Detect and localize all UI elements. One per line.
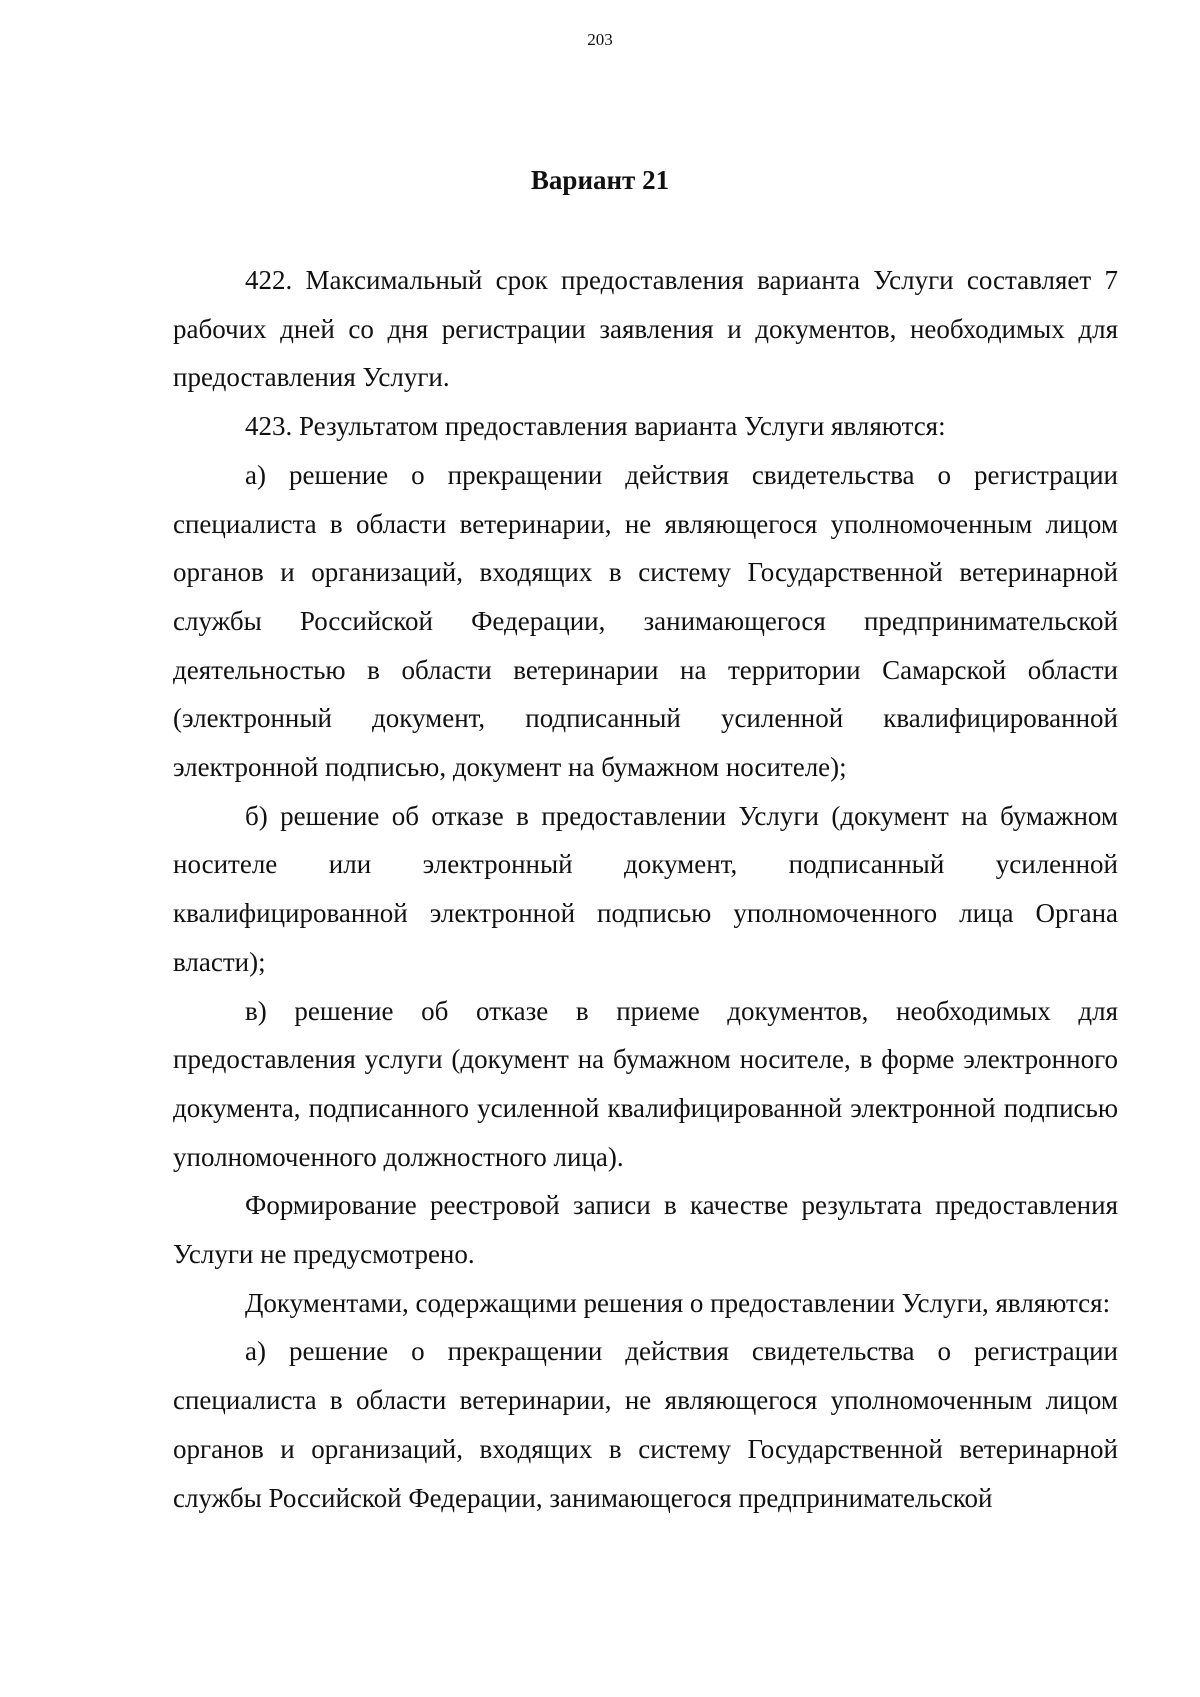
paragraph-423: 423. Результатом предоставления варианта Услуги являются: [245, 411, 946, 442]
list-item-a: а) решение о прекращении действия свидетельства о регистрации специалиста в области ветеринарии, не являющегося уполномоченным лицом органов и организаций, входящих в систему Государственной ветеринарной службы Российской Федерации, занимающегося предпринимательской деятельностью в области ветеринарии на территории Самарской области (электронный документ, подписанный усиленной квалифицированной электронной подписью, документ на бумажном носителе); [173, 459, 1118, 783]
paragraph-registry-record: Формирование реестровой записи в качестве результата предоставления Услуги не предусмотрено. [173, 1190, 1118, 1270]
list-item-b: б) решение об отказе в предоставлении Услуги (документ на бумажном носителе или электронный документ, подписанный усиленной квалифицированной электронной подписью уполномоченного лица Органа власти); [173, 800, 1118, 977]
page-number: 203 [587, 30, 613, 49]
list-item-a-2: а) решение о прекращении действия свидетельства о регистрации специалиста в области ветеринарии, не являющегося уполномоченным лицом органов и организаций, входящих в систему Государственной ветеринарной службы Российской Федерации, занимающегося предпринимательской [173, 1336, 1118, 1513]
document-body [173, 256, 1118, 1522]
paragraph-422: 422. Максимальный срок предоставления варианта Услуги составляет 7 рабочих дней со дня регистрации заявления и документов, необходимых для предоставления Услуги. [173, 265, 1118, 393]
section-title: Вариант 21 [530, 165, 670, 195]
list-item-v: в) решение об отказе в приеме документов, необходимых для предоставления услуги (документ на бумажном носителе, в форме электронного документа, подписанного усиленной квалифицированной электронной подписью уполномоченного должностного лица). [173, 995, 1118, 1172]
paragraph-decision-documents: Документами, содержащими решения о предоставлении Услуги, являются: [245, 1287, 1111, 1318]
